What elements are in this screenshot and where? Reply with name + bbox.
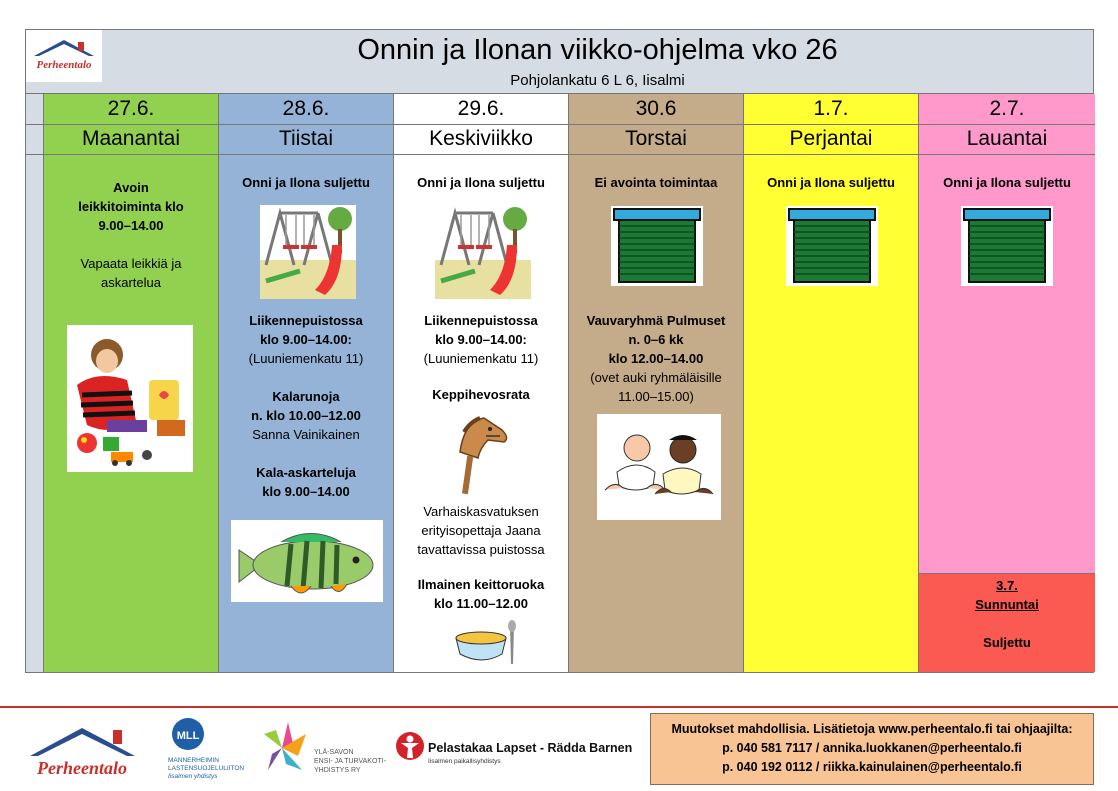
contact-info-box (650, 713, 1094, 785)
day-name: Maanantai (44, 124, 218, 155)
event-text: Ei avointa toimintaa (594, 175, 718, 190)
event-text: Onni ja Ilona suljettu (767, 175, 895, 190)
sunday-status: Suljettu (983, 635, 1031, 650)
day-name: Torstai (569, 124, 743, 155)
schedule-table (25, 29, 1094, 673)
day-date: 29.6. (394, 94, 568, 125)
day-column-thursday (569, 94, 744, 672)
day-name: Tiistai (219, 124, 393, 155)
event-text: Onni ja Ilona suljettu (943, 175, 1071, 190)
perheentalo-footer-logo (25, 714, 140, 784)
page-title: Onnin ja Ilonan viikko-ohjelma vko 26 (357, 34, 838, 66)
event-text: klo 11.00–12.00 (434, 596, 528, 611)
event-text: Liikennepuistossa (249, 313, 363, 328)
day-column-wednesday (394, 94, 569, 672)
day-column-tuesday (219, 94, 394, 672)
mll-line2: LASTENSUOJELULIITON (168, 765, 245, 772)
day-date: 28.6. (219, 94, 393, 125)
playground-image (260, 205, 356, 299)
event-text: klo 12.00–14.00 (608, 351, 704, 366)
event-text: klo 9.00–14.00 (262, 484, 350, 499)
info-line: Muutokset mahdollisia. Lisätietoja www.perheentalo.fi tai ohjaajilta: (671, 722, 1073, 736)
child-playing-image (67, 325, 193, 472)
soup-bowl-image (452, 620, 518, 670)
day-column-friday (744, 94, 919, 672)
playground-image (435, 205, 531, 299)
day-name: Lauantai (919, 124, 1095, 155)
babies-image (597, 414, 721, 520)
day-date: 30.6 (569, 94, 743, 125)
event-text: Avoin leikkitoiminta klo 9.00–14.00 (78, 180, 184, 233)
event-text: (Luuniemenkatu 11) (423, 351, 539, 366)
sunday-date: 3.7. (996, 578, 1018, 593)
event-text: Keppihevosrata (432, 387, 530, 402)
event-text: Onni ja Ilona suljettu (417, 175, 545, 190)
header (26, 30, 1093, 94)
mll-line3: Iisalmen yhdistys (168, 773, 218, 780)
hobby-horse-image (450, 412, 514, 496)
event-text: n. klo 10.00–12.00 (251, 408, 361, 423)
perheentalo-logo (26, 30, 102, 82)
day-column-saturday (919, 94, 1095, 672)
event-text: klo 9.00–14.00: (435, 332, 527, 347)
pelastakaa-name: Pelastakaa Lapset - Rädda Barnen (428, 741, 633, 755)
pelastakaa-lapset-logo (395, 728, 650, 772)
event-text: Kala-askarteluja (256, 465, 356, 480)
ensikoti-logo (262, 714, 392, 786)
ensikoti-line1: YLÄ-SAVON (314, 749, 354, 756)
footer-logos (0, 708, 650, 791)
closed-shutter-image (961, 206, 1053, 286)
event-text: Onni ja Ilona suljettu (242, 175, 370, 190)
event-text: (ovet auki ryhmäläisille 11.00–15.00) (590, 370, 722, 404)
footer-logo-text: Perheentalo (37, 758, 127, 778)
day-date: 2.7. (919, 94, 1095, 125)
event-text: Ilmainen keittoruoka (417, 577, 545, 592)
event-text: (Luuniemenkatu 11) (248, 351, 364, 366)
event-text: Varhaiskasvatuksen erityisopettaja Jaana tavattavissa puistossa (417, 504, 545, 557)
info-line: p. 040 581 7117 / annika.luokkanen@perheentalo.fi (722, 741, 1022, 755)
day-date: 27.6. (44, 94, 218, 125)
day-name: Keskiviikko (394, 124, 568, 155)
event-text: Vauvaryhmä Pulmuset (586, 313, 726, 328)
day-column-monday (44, 94, 219, 672)
sunday-name: Sunnuntai (975, 597, 1039, 612)
mll-logo (166, 716, 256, 786)
event-text: Kalarunoja (272, 389, 340, 404)
closed-shutter-image (611, 206, 703, 286)
closed-shutter-image (786, 206, 878, 286)
event-text: Vapaata leikkiä ja askartelua (80, 256, 182, 290)
address: Pohjolankatu 6 L 6, Iisalmi (510, 72, 685, 89)
sunday-cell (919, 573, 1095, 672)
fish-image (231, 520, 383, 602)
mll-abbr: MLL (176, 730, 200, 742)
mll-line1: MANNERHEIMIN (168, 757, 219, 764)
event-text: Sanna Vainikainen (252, 427, 360, 442)
ensikoti-line3: YHDISTYS RY (314, 767, 361, 774)
event-text: Liikennepuistossa (424, 313, 538, 328)
event-text: n. 0–6 kk (628, 332, 684, 347)
ensikoti-line2: ENSI- JA TURVAKOTI- (314, 758, 386, 765)
pelastakaa-sub: Iisalmen paikallisyhdistys (428, 758, 501, 765)
logo-text: Perheentalo (36, 59, 92, 71)
day-name: Perjantai (744, 124, 918, 155)
event-text: klo 9.00–14.00: (260, 332, 352, 347)
info-line: p. 040 192 0112 / riikka.kainulainen@perheentalo.fi (722, 760, 1022, 774)
row-gutter (26, 94, 44, 672)
day-date: 1.7. (744, 94, 918, 125)
